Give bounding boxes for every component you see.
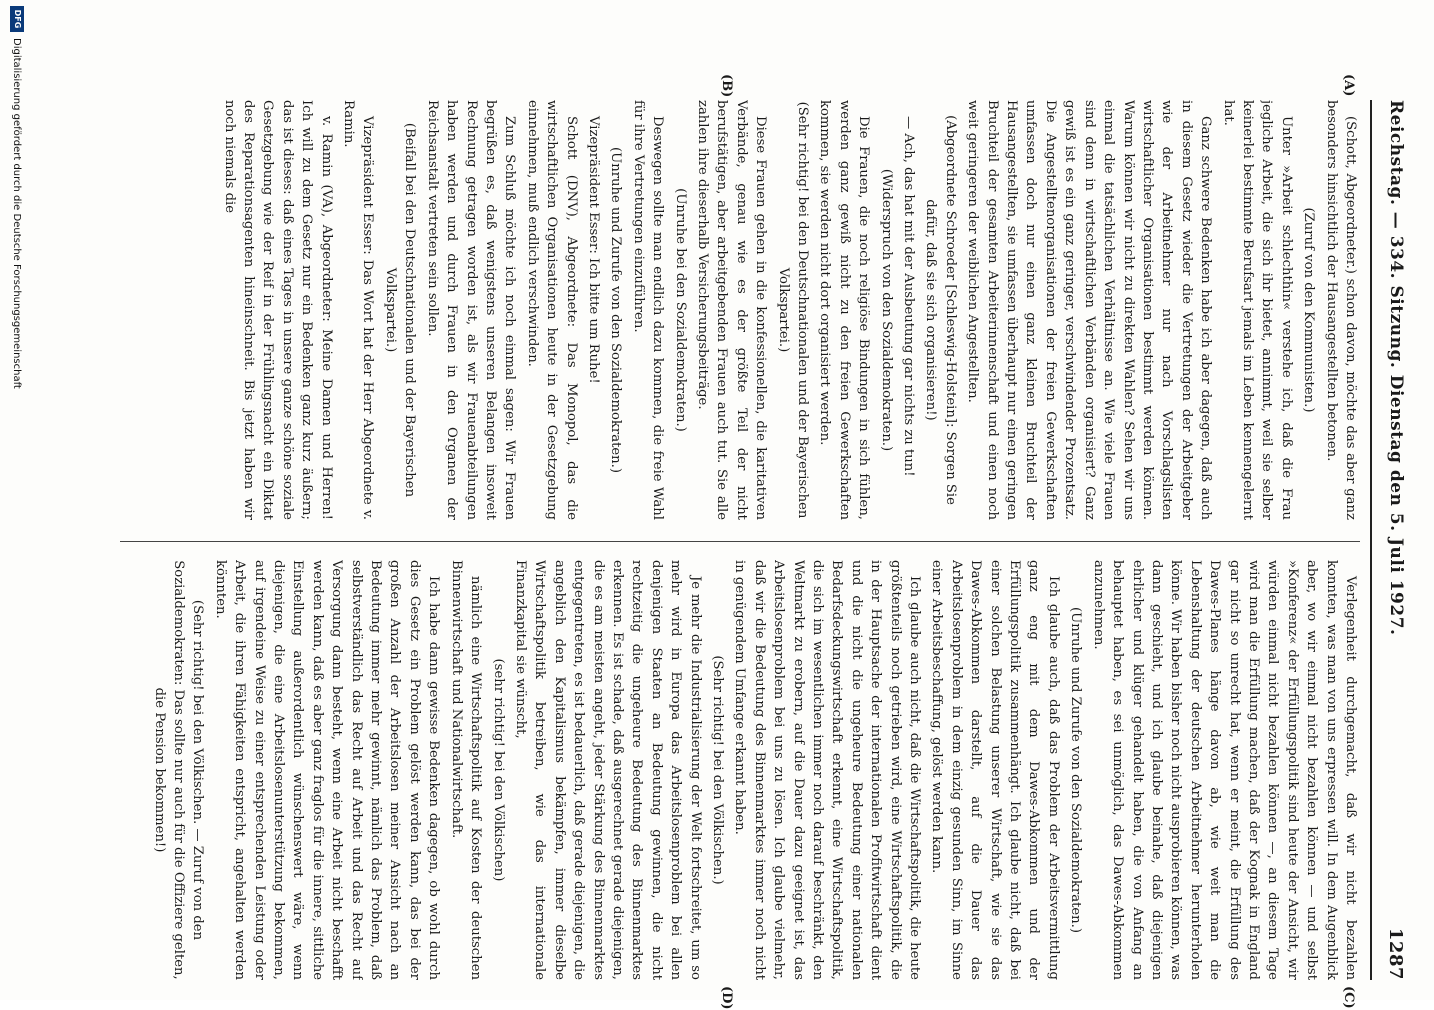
paragraph: (Schott, Abgeordneter.) schon davon, möchte das aber ganz besonders hinsichtlich der Hausangestellten betonen. xyxy=(1323,100,1358,520)
interjection: (Sehr richtig! bei den Deutschnationalen und der Bayerischen Volkspartei.) xyxy=(775,101,811,519)
interjection: (sehr richtig! bei den Völkischen) xyxy=(490,658,506,882)
paragraph: Ich glaube auch nicht, daß die Wirtschaftspolitik, die heute größtenteils noch getrieben wird, eine Wirtschaftspolitik, die in der Hauptsache der internationalen Profitwirtschaft dient und die nicht die ungeheure Bedeutung einer nationalen Bedarfsdeckungswirtschaft erkennt, eine Wirtschaftspolitik, die sich im wesentlichen immer noch darauf beschränkt, den Weltmarkt zu erobern, auf die Dauer dazu geeignet ist, das Arbeitslosenproblem bei uns zu lösen. Ich glaube vielmehr, daß wir die Bedeutung des Binnenmarktes immer noch nicht in genügendem Umfange erkannt haben. xyxy=(732,560,923,980)
margin-marker-d: (D) xyxy=(719,986,734,1010)
interjection: (Widerspruch von den Sozialdemokraten.) xyxy=(878,168,894,452)
margin-marker-c: (C) xyxy=(1341,986,1356,1009)
footer-credit-text: Digitalisierung gefördert durch die Deutsche Forschungsgemeinschaft xyxy=(11,38,23,389)
paragraph: Diese Frauen gehen in die konfessionellen, die karitativen Verbände, genau wie es der größte Teil der nicht berufstätigen, aber arbeitgebenden Frauen auch tut. Sie alle zahlen ihre dieserhalb Versicherungsbeiträge. xyxy=(695,100,769,520)
paragraph: v. Ramin (VA), Abgeordneter: Meine Damen und Herren! Ich will zu dem Gesetz nur ein Bedenken ganz kurz äußern; das ist dieses: daß eines Tages in unsere ganze schöne soziale Gesetzgebung wie der Reif in der Frühlingsnacht ein Diktat des Reparationsagenten hineinschneit. Bis jetzt haben wir noch niemals die xyxy=(221,100,334,520)
interjection: (Abgeordnete Schroeder [Schleswig-Holstein]: Sorgen Sie dafür, daß sie sich organisieren!) xyxy=(923,115,958,505)
interjection: (Sehr richtig! bei den Völkischen. — Zuruf von den Sozialdemokraten: Das sollte nur auch für die Offiziere gelten, die Pension bekommen!) xyxy=(151,560,206,980)
header-title: Reichstag. — 334. Sitzung. Dienstag den 5. Juli 1927. xyxy=(1386,100,1406,636)
footer-credit xyxy=(6,0,28,1006)
page-header xyxy=(1376,100,1416,980)
interjection: (Unruhe bei den Sozialdemokraten.) xyxy=(672,188,688,432)
paragraph: Die Frauen, die noch religiöse Bindungen in sich fühlen, werden ganz gewiß nicht zu den freien Gewerkschaften kommen, sie werden nicht dort organisiert werden. xyxy=(817,100,872,520)
paragraph: Ich habe dann gewisse Bedenken dagegen, ob wohl durch dies Gesetz ein Problem gelöst werden kann, das bei der großen Anzahl der Arbeitslosen meiner Ansicht nach an Bedeutung immer mehr gewinnt, nämlich das Problem, daß selbstverständlich das Recht auf Arbeit und das Recht auf Versorgung dann besteht, wenn eine Arbeit nicht beschafft werden kann, daß es aber ganz fraglos für die innere, sittliche Einstellung außerordentlich wünschenswert wäre, wenn diejenigen, die eine Arbeitslosenunterstützung bekommen, auf irgendeine Weise zu einer entsprechenden Leistung oder Arbeit, die ihren Fähigkeiten entspricht, angehalten werden könnten. xyxy=(212,560,442,980)
paragraph: Vizepräsident Esser: Ich bitte um Ruhe! xyxy=(585,116,601,384)
paragraph: Unter »Arbeit schlechthin« verstehe ich, daß die Frau jegliche Arbeit, die sich ihr bietet, annimmt, weil sie selber keinerlei bestimmte Berufsart jemals im Leben kennengelernt hat. xyxy=(1220,100,1294,520)
paragraph: Verlegenheit durchgemacht, daß wir nicht bezahlen konnten, was man von uns erpressen will. In dem Augenblick aber, wo wir einmal nicht bezahlen können — und selbst »Konferenz« der Erfüllungspolitik sind heute der Ansicht, wir würden einmal nicht bezahlen können —, an diesem Tage wird man die Erfüllung machen, daß der Kognak in England gar nicht so unrecht hat, wenn er meint, die Erfüllung des Dawes-Planes hänge davon ab, wie weit man die Lebenshaltung der deutschen Arbeitnehmer herunterholen könne. Wir haben bisher noch nicht ausprobieren können, was dann geschieht, und ich glaube beinahe, daß diejenigen ehrlicher und klüger gehandelt haben, die von Anfang an behauptet haben, es sei unmöglich, das Dawes-Abkommen anzunehmen. xyxy=(1090,560,1358,980)
interjection: (Unruhe und Zurufe von den Sozialdemokraten.) xyxy=(608,147,624,473)
header-rule xyxy=(1370,100,1372,980)
interjection: (Unruhe und Zurufe von den Sozialdemokraten.) xyxy=(1068,607,1084,933)
interjection: (Sehr richtig! bei den Völkischen.) xyxy=(710,655,725,885)
paragraph: Deswegen sollte man endlich dazu kommen, die freie Wahl für ihre Vertretungen einzuführen. xyxy=(630,100,666,520)
paragraph: Zum Schluß möchte ich noch einmal sagen: Wir Frauen begrüßen es, daß wenigstens unseren Belangen insoweit Rechnung getragen worden ist, als wir Frauenabteilungen haben werden und durch Frauen in den Organen der Reichsanstalt vertreten sein sollen. xyxy=(424,100,518,520)
interjection: (Zuruf von den Kommunisten.) xyxy=(1301,207,1317,413)
paragraph: Schott (DNV), Abgeordnete: Das Monopol, das die wirtschaftlichen Organisationen heute in der Gesetzgebung einnehmen, muß endlich verschwinden. xyxy=(524,100,579,520)
page-number: 1287 xyxy=(1385,927,1407,980)
paragraph: Ich glaube auch, daß das Problem der Arbeitsvermittlung ganz eng mit dem Dawes-Abkommen und der Erfüllungspolitik zusammenhängt. Ich glaube nicht, daß bei einer solchen Belastung unserer Wirtschaft, wie sie das Dawes-Abkommen darstellt, auf die Dauer das Arbeitslosenproblem in dem einzig gesunden Sinn, im Sinne einer Arbeitsbeschaffung, gelöst werden kann. xyxy=(929,560,1061,980)
dfg-logo-icon: DFG xyxy=(10,6,24,32)
column-divider xyxy=(120,541,1360,542)
paragraph: Vizepräsident Esser: Das Wort hat der Herr Abgeordnete v. Ramin. xyxy=(341,100,376,520)
margin-marker-b: (B) xyxy=(719,74,734,98)
paragraph: nämlich eine Wirtschaftspolitik auf Kosten der deutschen Binnenwirtschaft und Nationalwirtschaft. xyxy=(448,560,484,980)
interjection: (Beifall bei den Deutschnationalen und der Bayerischen Volkspartei.) xyxy=(382,122,418,498)
margin-marker-a: (A) xyxy=(1341,74,1356,97)
paragraph: Je mehr die Industrialisierung der Welt fortschreitet, um so mehr wird in Europa das Arbeitslosenproblem bei allen denjenigen Staaten an Bedeutung gewinnen, die nicht rechtzeitig die ungeheure Bedeutung des Binnenmarktes erkennen. Es ist schade, daß ausgerechnet gerade diejenigen, die es am meisten angeht, jeder Stärkung des Binnenmarktes entgegentreten, es ist bedauerlich, daß gerade diejenigen, die angeblich den Kapitalismus bekämpfen, immer dieselbe Wirtschaftspolitik betreiben, wie das internationale Finanzkapital sie wünscht, xyxy=(512,560,703,980)
left-column xyxy=(120,100,1360,520)
paragraph: Ganz schwere Bedenken habe ich aber dagegen, daß auch in diesem Gesetz wieder die Vertretungen der Arbeitgeber wie der Arbeitnehmer nur nach Vorschlagslisten wirtschaftlicher Organisationen bestimmt werden können. Warum können wir nicht zu direkten Wahlen? Sehen wir uns einmal die tatsächlichen Verhältnisse an. Wie viele Frauen sind denn in wirtschaftlichen Verbänden organisiert? Ganz gewiß ist es ein ganz geringer, verschwindender Prozentsatz. Die Angestelltenorganisationen der freien Gewerkschaften umfassen doch nur einen ganz kleinen Bruchteil der Hausangestellten, sie umfassen überhaupt nur einen geringen Bruchteil der gesamten Arbeiterinnenschaft und einen noch weit geringeren der weiblichen Angestellten. xyxy=(965,100,1214,520)
paragraph: — Ach, das hat mit der Ausbeutung gar nichts zu tun! xyxy=(901,116,917,477)
right-column xyxy=(120,560,1360,980)
